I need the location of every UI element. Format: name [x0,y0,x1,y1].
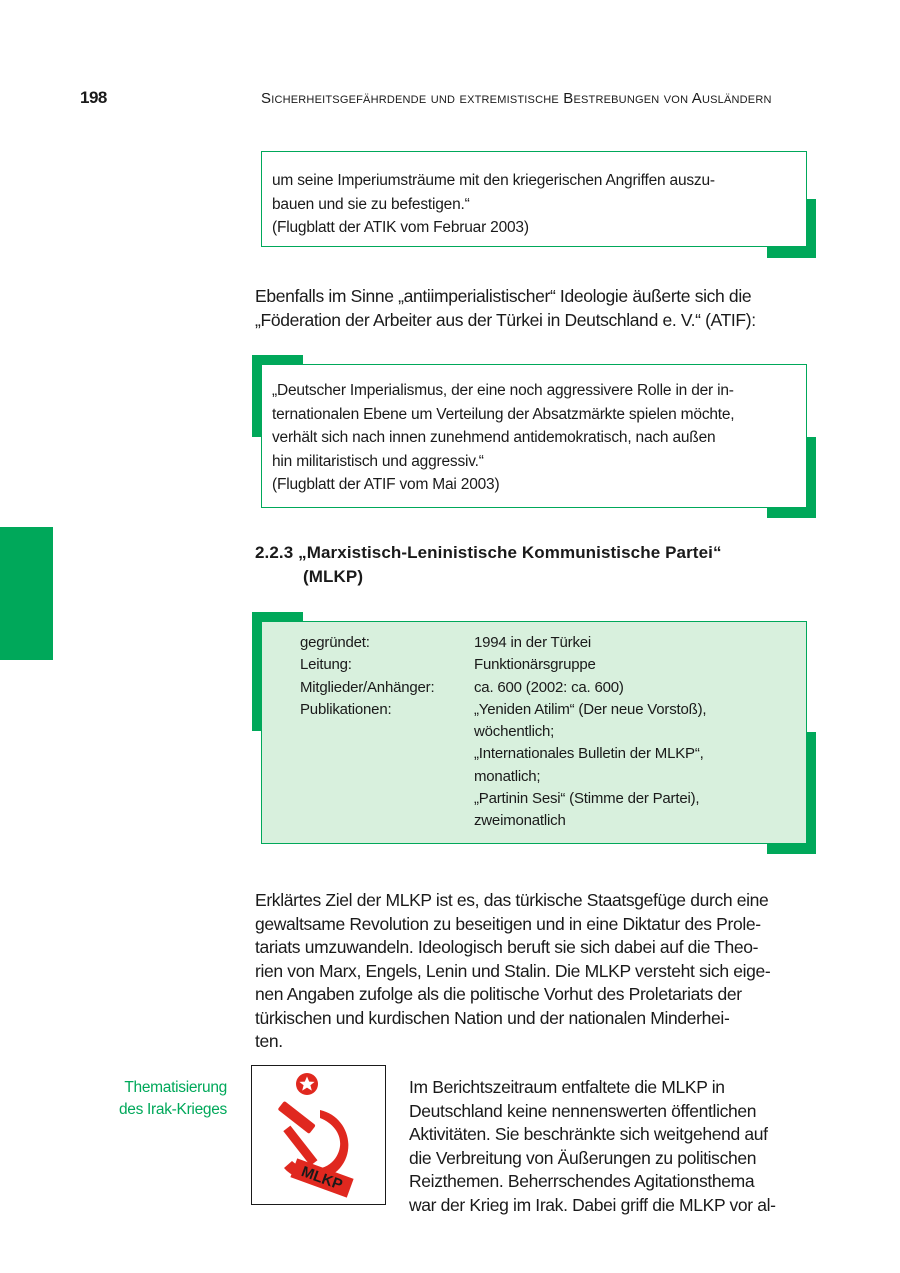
fact-value [474,654,596,676]
fact-value-line: wöchentlich; [474,723,555,741]
fact-value [474,699,706,833]
paragraph-line: tariats umzuwandeln. Ideologisch beruft sie sich dabei auf die Theo- [255,937,759,957]
section-heading [255,541,722,589]
page-number: 198 [80,88,107,107]
fact-row [300,677,706,699]
quote-source: (Flugblatt der ATIF vom Mai 2003) [272,476,500,493]
section-title-continued: (MLKP) [303,567,364,586]
fact-value-line: „Yeniden Atilim“ (Der neue Vorstoß), [474,700,707,718]
quote-line: „Deutscher Imperialismus, der eine noch aggressivere Rolle in der in- [272,382,734,399]
fact-box [261,621,807,844]
fact-value [474,632,591,654]
running-head-text: Sicherheitsgefährdende und extremistische Bestrebungen von Ausländern [261,90,772,107]
paragraph-line: Aktivitäten. Sie beschränkte sich weitgehend auf [409,1124,768,1144]
paragraph-line: Reizthemen. Beherrschendes Agitationsthema [409,1171,755,1191]
quote-line: bauen und sie zu befestigen.“ [272,195,470,213]
fact-value-line: „Internationales Bulletin der MLKP“, [474,745,704,763]
quote-line: hin militaristisch und aggressiv.“ [272,452,484,470]
margin-note [80,1077,227,1121]
margin-note-line: Thematisierung [124,1079,227,1096]
quote-box-2-text [272,379,734,497]
fact-value [474,677,624,699]
fact-value-line: ca. 600 (2002: ca. 600) [474,678,624,696]
body-paragraph-2 [409,1076,776,1217]
fact-label: gegründet: [300,634,370,651]
fact-label: Leitung: [300,656,352,674]
logo-text: MLKP [298,1163,345,1194]
quote-box-2 [261,364,807,508]
paragraph-line: war der Krieg im Irak. Dabei griff die MLKP vor al- [409,1194,776,1215]
quote-line: ternationalen Ebene um Verteilung der Absatzmärkte spielen möchte, [272,405,735,423]
paragraph-line: gewaltsame Revolution zu beseitigen und in eine Diktatur des Prole- [255,913,761,934]
chapter-side-tab [0,527,53,660]
fact-value-line: 1994 in der Türkei [474,634,592,651]
paragraph-line: Ebenfalls im Sinne „antiimperialistischer“ Ideologie äußerte sich die [255,286,752,306]
quote-source: (Flugblatt der ATIK vom Februar 2003) [272,219,529,236]
fact-value-line: Funktionärsgruppe [474,656,596,674]
fact-value-line: zweimonatlich [474,812,566,830]
margin-note-line: des Irak-Krieges [118,1101,227,1118]
paragraph-line: rien von Marx, Engels, Lenin und Stalin. Die MLKP versteht sich eige- [255,960,771,981]
section-number: 2.2.3 [255,543,294,562]
paragraph-line: Deutschland keine nennenswerten öffentlichen [409,1100,757,1121]
fact-value-line: „Partinin Sesi“ (Stimme der Partei), [474,790,700,808]
running-head [261,90,809,107]
fact-row [300,632,706,654]
paragraph-line: ten. [255,1031,283,1051]
intro-paragraph [255,285,756,332]
paragraph-line: Im Berichtszeitraum entfaltete die MLKP in [409,1077,725,1097]
fact-row [300,699,706,833]
quote-line: verhält sich nach innen zunehmend antidemokratisch, nach außen [272,429,716,446]
paragraph-line: die Verbreitung von Äußerungen zu politischen [409,1147,757,1168]
body-paragraph-1 [255,889,770,1054]
fact-value-line: monatlich; [474,767,541,785]
quote-line: um seine Imperiumsträume mit den kriegerischen Angriffen auszu- [272,172,715,189]
fact-label: Publikationen: [300,700,392,718]
section-title: „Marxistisch-Leninistische Kommunistische Partei“ [298,543,722,562]
paragraph-line: „Föderation der Arbeiter aus der Türkei in Deutschland e. V.“ (ATIF): [255,309,756,330]
paragraph-line: nen Angaben zufolge als die politische Vorhut des Proletariats der [255,984,742,1004]
paragraph-line: türkischen und kurdischen Nation und der nationalen Minderhei- [255,1007,730,1028]
hammer-and-sickle-icon [252,1066,385,1204]
fact-label: Mitglieder/Anhänger: [300,678,435,696]
paragraph-line: Erklärtes Ziel der MLKP ist es, das türkische Staatsgefüge durch eine [255,890,769,910]
fact-row [300,654,706,676]
hammer-shape [278,1101,318,1166]
quote-box-1 [261,151,807,247]
quote-box-1-text [272,169,715,240]
mlkp-logo [251,1065,386,1205]
fact-table [300,632,706,833]
